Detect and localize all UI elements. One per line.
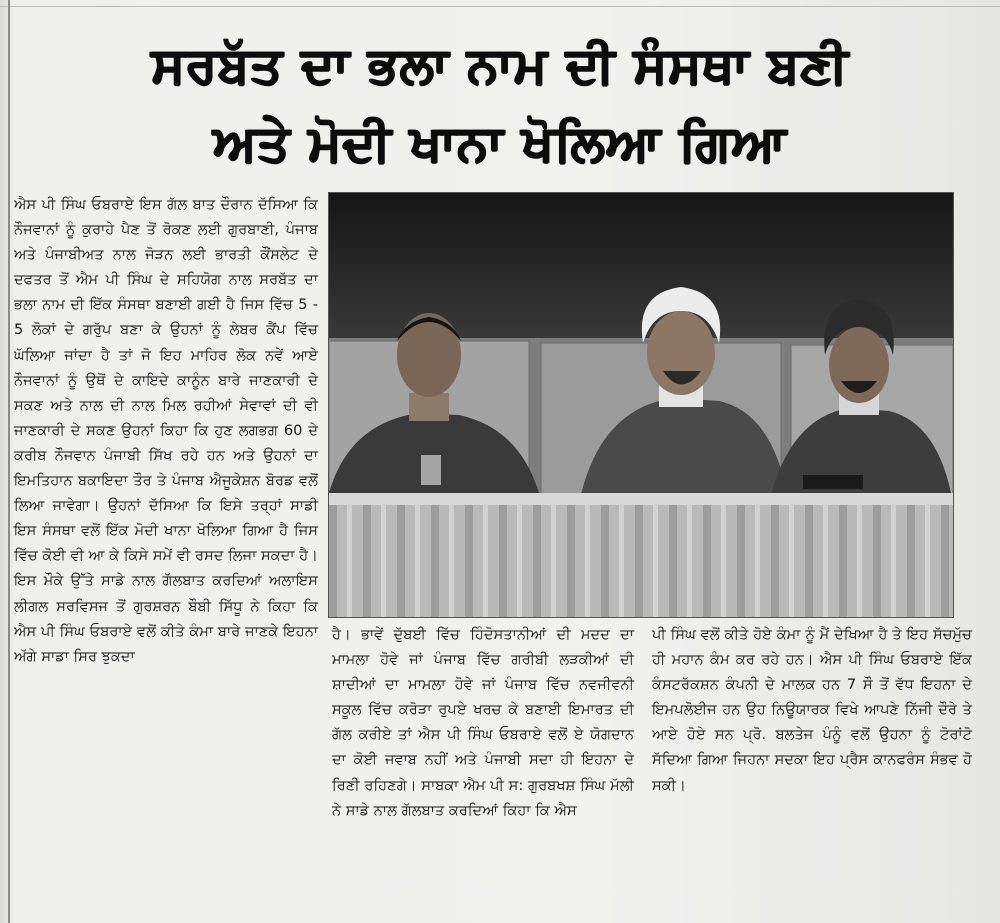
column-3-text: ਪੀ ਸਿੰਘ ਵਲੋਂ ਕੀਤੇ ਹੋਏ ਕੰਮਾ ਨੂੰ ਮੈਂ ਦੇਖਿਆ ਹੈ ਤੇ ਇਹ ਸੱਚਮੁੱਚ ਹੀ ਮਹਾਨ ਕੰਮ ਕਰ ਰਹੇ ਹਨ। ਐਸ ਪੀ ਸਿੰਘ ਓਬਰਾਏ ਇੱਕ ਕੰਸਟਰੱਕਸ਼ਨ ਕੰਪਨੀ ਦੇ ਮਾਲਕ ਹਨ 7 ਸੌ ਤੋਂ ਵੱਧ ਇਹਨਾ ਦੇ ਇਮਪਲੋਈਜ ਹਨ ਉਹ ਨਿਊਯਾਰਕ ਵਿਖੇ ਆਪਣੇ ਨਿੱਜੀ ਦੌਰੇ ਤੇ ਆਏ ਹੋਏ ਸਨ ਪ੍ਰੋ. ਬਲਤੇਜ ਪੰਨੂੰ ਵਲੋਂ ਉਹਨਾ ਨੂੰ ਟੋਰਾਂਟੋ ਸੱਦਿਆ ਗਿਆ ਜਿਹਨਾ ਸਦਕਾ ਇਹ ਪ੍ਰੈਸ ਕਾਨਫਰੰਸ ਸੰਭਵ ਹੋ ਸਕੀ। xyxy=(652,626,972,794)
press-conference-photo xyxy=(328,192,954,618)
table-drape xyxy=(329,505,953,617)
water-glass-left xyxy=(421,455,441,485)
photo-illustration xyxy=(329,193,953,617)
headline-line-2: ਅਤੇ ਮੋਦੀ ਖਾਨਾ ਖੋਲਿਆ ਗਿਆ xyxy=(213,114,787,172)
headline xyxy=(20,26,980,182)
page-edge-line xyxy=(8,0,10,923)
column-2-text: ਹੈ। ਭਾਵੇਂ ਦੁੱਬਈ ਵਿੱਚ ਹਿੰਦੋਸਤਾਨੀਆਂ ਦੀ ਮਦਦ ਦਾ ਮਾਮਲਾ ਹੋਵੇ ਜਾਂ ਪੰਜਾਬ ਵਿੱਚ ਗਰੀਬੀ ਲੜਕੀਆਂ ਦੀ ਸ਼ਾਦੀਆਂ ਦਾ ਮਾਮਲਾ ਹੋਵੇ ਜਾਂ ਪੰਜਾਬ ਵਿੱਚ ਨਵਜੀਵਨੀ ਸਕੂਲ ਵਿੱਚ ਕਰੋੜਾ ਰੁਪਏ ਖਰਚ ਕੇ ਬਣਾਈ ਇਮਾਰਤ ਦੀ ਗੱਲ ਕਰੀਏ ਤਾਂ ਐਸ ਪੀ ਸਿੰਘ ਓਬਰਾਏ ਵਲੋਂ ਏ ਯੋਗਦਾਨ ਦਾ ਕੋਈ ਜਵਾਬ ਨਹੀਂ ਅਤੇ ਪੰਜਾਬੀ ਸਦਾ ਹੀ ਇਹਨਾ ਦੇ ਰਿਣੀ ਰਹਿਣਗੇ। ਸਾਬਕਾ ਐਮ ਪੀ ਸ: ਗੁਰਬਖਸ਼ ਸਿੰਘ ਮੱਲੀ ਨੇ ਸਾਡੇ ਨਾਲ ਗੱਲਬਾਤ ਕਰਦਿਆਂ ਕਿਹਾ ਕਿ ਐਸ xyxy=(332,626,634,819)
microphone-base-right xyxy=(803,475,863,489)
table-top xyxy=(329,493,953,507)
article-column-1 xyxy=(14,192,318,669)
top-rule xyxy=(0,6,1000,7)
article-column-3 xyxy=(652,622,972,798)
headline-line-1: ਸਰਬੱਤ ਦਾ ਭਲਾ ਨਾਮ ਦੀ ਸੰਸਥਾ ਬਣੀ xyxy=(151,36,849,94)
article-column-2 xyxy=(332,622,634,823)
column-1-text: ਐਸ ਪੀ ਸਿੰਘ ਓਬਰਾਏ ਇਸ ਗੱਲ ਬਾਤ ਦੌਰਾਨ ਦੱਸਿਆ ਕਿ ਨੌਜਵਾਨਾਂ ਨੂੰ ਕੁਰਾਹੇ ਪੈਣ ਤੋਂ ਰੋਕਣ ਲਈ ਗੁਰਬਾਣੀ, ਪੰਜਾਬ ਅਤੇ ਪੰਜਾਬੀਅਤ ਨਾਲ ਜੋੜਨ ਲਈ ਭਾਰਤੀ ਕੌਂਸਲੇਟ ਦੇ ਦਫਤਰ ਤੋਂ ਐਮ ਪੀ ਸਿੰਘ ਦੇ ਸਹਿਯੋਗ ਨਾਲ ਸਰਬੱਤ ਦਾ ਭਲਾ ਨਾਮ ਦੀ ਇੱਕ ਸੰਸਥਾ ਬਣਾਈ ਗਈ ਹੈ ਜਿਸ ਵਿੱਚ 5 - 5 ਲੋਕਾਂ ਦੇ ਗਰੁੱਪ ਬਣਾ ਕੇ ਉਹਨਾਂ ਨੂੰ ਲੇਬਰ ਕੈਂਪ ਵਿੱਚ ਘੱਲਿਆ ਜਾਂਦਾ ਹੈ ਤਾਂ ਜੋ ਇਹ ਮਾਹਿਰ ਲੋਕ ਨਵੇਂ ਆਏ ਨੌਜਵਾਨਾਂ ਨੂੰ ਉਥੋਂ ਦੇ ਕਾਇਦੇ ਕਾਨੂੰਨ ਬਾਰੇ ਜਾਣਕਾਰੀ ਦੇ ਸਕਣ ਅਤੇ ਨਾਲ ਦੀ ਨਾਲ ਮਿਲ ਰਹੀਆਂ ਸੇਵਾਵਾਂ ਦੀ ਵੀ ਜਾਣਕਾਰੀ ਦੇ ਸਕਣ ਉਹਨਾਂ ਕਿਹਾ ਕਿ ਹੁਣ ਲਗਭਗ 60 ਦੇ ਕਰੀਬ ਨੌਜਵਾਨ ਪੰਜਾਬੀ ਸਿੱਖ ਰਹੇ ਹਨ ਅਤੇ ਉਹਨਾਂ ਦਾ ਇਮਤਿਹਾਨ ਬਕਾਇਦਾ ਤੌਰ ਤੇ ਪੰਜਾਬ ਐਜੂਕੇਸ਼ਨ ਬੋਰਡ ਵਲੋਂ ਲਿਆ ਜਾਵੇਗਾ। ਉਹਨਾਂ ਦੱਸਿਆ ਕਿ ਇਸੇ ਤਰ੍ਹਾਂ ਸਾਡੀ ਇਸ ਸੰਸਥਾ ਵਲੋਂ ਇੱਕ ਮੋਦੀ ਖਾਨਾ ਖੋਲਿਆ ਗਿਆ ਹੈ ਜਿਸ ਵਿੱਚ ਕੋਈ ਵੀ ਆ ਕੇ ਕਿਸੇ ਸਮੇਂ ਵੀ ਰਸਦ ਲਿਜਾ ਸਕਦਾ ਹੈ। ਇਸ ਮੌਕੇ ਉੱਤੇ ਸਾਡੇ ਨਾਲ ਗੱਲਬਾਤ ਕਰਦਿਆਂ ਅਲਾਇਸ ਲੀਗਲ ਸਰਵਿਸਜ ਤੋਂ ਗੁਰਸ਼ਰਨ ਬੌਬੀ ਸਿੱਧੂ ਨੇ ਕਿਹਾ ਕਿ ਐਸ ਪੀ ਸਿੰਘ ਓਬਰਾਏ ਵਲੋਂ ਕੀਤੇ ਕੰਮਾ ਬਾਰੇ ਜਾਣਕੇ ਇਹਨਾ ਅੱਗੇ ਸਾਡਾ ਸਿਰ ਝੁਕਦਾ xyxy=(14,196,318,665)
